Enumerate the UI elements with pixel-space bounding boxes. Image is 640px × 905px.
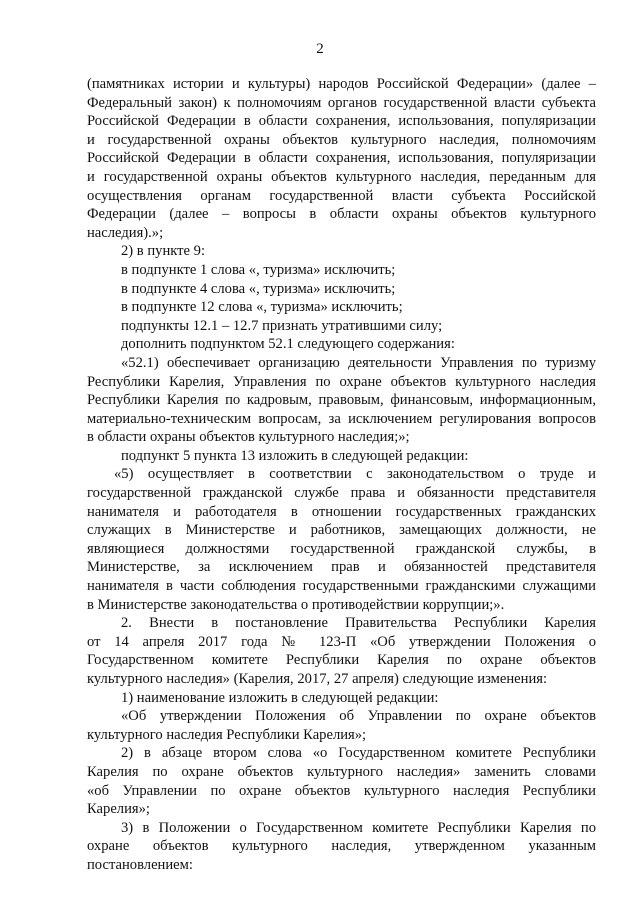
text-line: «об Управлении по охране объектов культурного наследия Республики [87, 782, 596, 799]
page-number: 2 [316, 41, 324, 57]
text-line: Карелия по охране объектов культурного наследия» заменить словами [87, 763, 596, 780]
text-line: (памятниках истории и культуры) народов Российской Федерации» (далее – [87, 76, 596, 92]
text-line: дополнить подпунктом 52.1 следующего содержания: [121, 336, 455, 353]
text-line: Республики Карелия, Управления по охране объектов культурного наследия [87, 373, 596, 390]
text-line: в подпункте 1 слова «, туризма» исключить; [121, 261, 396, 278]
text-line: подпункты 12.1 – 12.7 признать утратившими силу; [121, 317, 443, 334]
text-line: Российской Федерации в области сохранения, использования, популяризации [87, 150, 596, 167]
text-line: в подпункте 12 слова «, туризма» исключить; [121, 299, 403, 316]
text-line: в Министерстве законодательства о противодействии коррупции;». [87, 596, 505, 613]
text-line: Республики Карелия по кадровым, правовым, финансовым, информационным, [87, 392, 596, 409]
text-line: Федерации (далее – вопросы в области охраны объектов культурного [87, 206, 596, 223]
text-line: от 14 апреля 2017 года № 123-П «Об утверждении Положения о [87, 633, 596, 650]
text-line: «52.1) обеспечивает организацию деятельности Управления по туризму [121, 354, 596, 371]
text-line: нанимателя и работодателя в отношении государственных гражданских [87, 503, 596, 520]
text-line: 2) в абзаце втором слова «о Государственном комитете Республики [121, 745, 596, 762]
text-line: культурного наследия Республики Карелия»; [87, 726, 367, 743]
text-line: в подпункте 4 слова «, туризма» исключить; [121, 280, 396, 297]
text-line: являющиеся должностями государственной гражданской службы, в [87, 540, 596, 557]
text-line: наследия).»; [87, 224, 164, 241]
text-line: 1) наименование изложить в следующей редакции: [121, 689, 439, 706]
text-line: Федеральный закон) к полномочиям органов государственной власти субъекта [87, 94, 596, 111]
text-line: и государственной охраны объектов культурного наследия, полномочиям [87, 131, 596, 148]
text-line: осуществления органам государственной власти субъекта Российской [87, 187, 596, 204]
text-line: Государственном комитете Республики Карелия по охране объектов [87, 652, 596, 669]
text-line: Министерстве, за исключением прав и обязанностей представителя [87, 559, 596, 576]
text-line: служащих в Министерстве и работников, замещающих должности, не [87, 522, 596, 539]
text-line: и государственной охраны объектов культурного наследия, переданным для [87, 168, 596, 185]
text-line: постановлением: [87, 856, 193, 873]
text-line: государственной гражданской службе права и обязанности представителя [87, 485, 596, 502]
text-line: «Об утверждении Положения об Управлении по охране объектов [121, 708, 596, 725]
text-line: подпункт 5 пункта 13 изложить в следующей редакции: [121, 447, 469, 464]
text-line: охране объектов культурного наследия, утвержденном указанным [87, 838, 596, 855]
text-line: нанимателя в части соблюдения государственными гражданскими служащими [87, 578, 596, 595]
text-line: Российской Федерации в области сохранения, использования, популяризации [87, 113, 596, 130]
text-line: Карелия»; [87, 801, 150, 818]
text-line: материально-техническим вопросам, за исключением регулирования вопросов [87, 410, 596, 427]
text-line: 3) в Положении о Государственном комитете Республики Карелия по [121, 819, 596, 836]
text-line: 2) в пункте 9: [121, 243, 206, 260]
text-line: в области охраны объектов культурного наследия;»; [87, 429, 410, 446]
text-line: «5) осуществляет в соответствии с законодательством о труде и [114, 466, 596, 483]
document-body [87, 75, 596, 875]
text-line: 2. Внести в постановление Правительства Республики Карелия [121, 615, 596, 632]
text-line: культурного наследия» (Карелия, 2017, 27 апреля) следующие изменения: [87, 671, 548, 687]
